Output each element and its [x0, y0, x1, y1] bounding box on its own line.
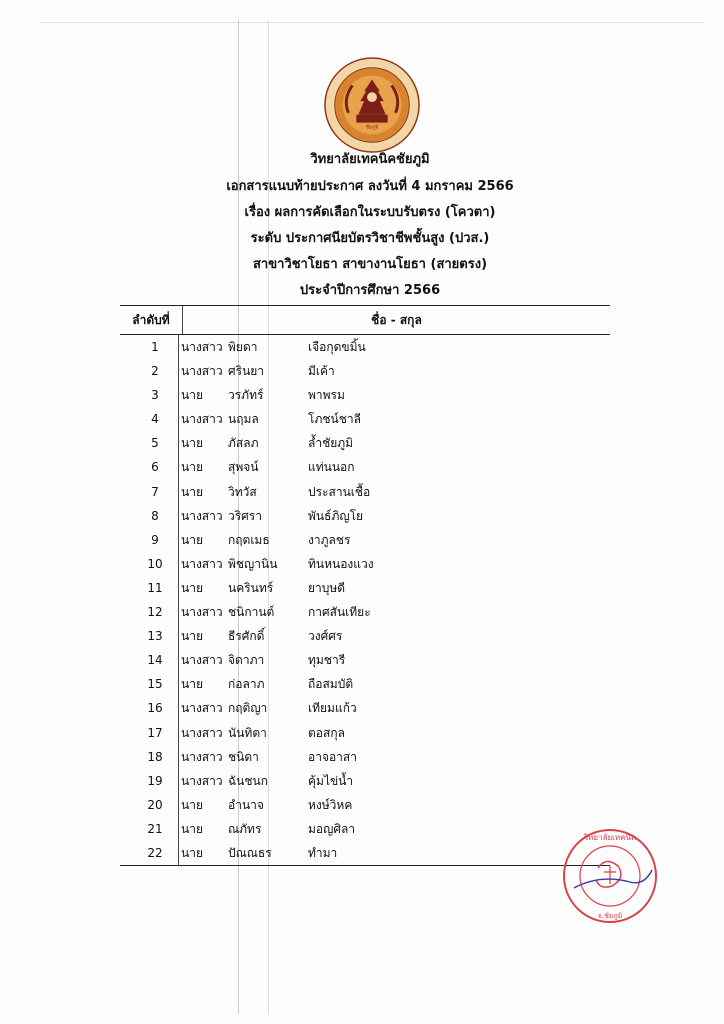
name-title: นาย	[178, 672, 241, 696]
last-name: ถือสมบัติ	[308, 677, 354, 692]
first-name: อำนาจ	[228, 797, 264, 812]
last-name: พันธ์ภิญโย	[308, 508, 364, 523]
name-title: นาย	[178, 624, 241, 648]
last-name: พาพรม	[308, 388, 345, 403]
row-number: 3	[151, 388, 159, 403]
row-number: 22	[147, 845, 163, 860]
name-title: นางสาว	[178, 504, 241, 528]
row-number: 6	[151, 460, 159, 475]
first-name: นครินทร์	[228, 580, 274, 595]
row-number: 21	[147, 821, 163, 836]
first-name: ชนิกานต์	[228, 605, 275, 620]
row-number: 16	[147, 701, 163, 716]
first-name: ธีรศักดิ์	[228, 629, 265, 644]
name-title: นาย	[178, 841, 241, 865]
table-row	[120, 721, 610, 745]
last-name: ทุมชารี	[308, 653, 346, 668]
first-name: พิชญานิน	[228, 556, 278, 571]
name-title: นางสาว	[178, 721, 241, 745]
last-name: เทียมแก้ว	[308, 701, 357, 716]
first-name: กฤตเมธ	[228, 532, 270, 547]
first-name: วิทวัส	[228, 484, 257, 499]
first-name: วรภัทร์	[228, 388, 264, 403]
table-row	[120, 793, 610, 817]
row-number: 15	[147, 677, 163, 692]
last-name: งาภูลชร	[308, 532, 351, 547]
row-number: 19	[147, 773, 163, 788]
name-title: นางสาว	[178, 407, 241, 431]
last-name: ทำมา	[308, 845, 338, 860]
last-name: มีเค้า	[308, 364, 335, 379]
first-name: จิดาภา	[228, 653, 265, 668]
first-name: ศรินยา	[228, 364, 265, 379]
table-row	[120, 407, 610, 431]
name-title: นางสาว	[178, 359, 241, 383]
name-title: นางสาว	[178, 648, 241, 672]
row-number: 5	[151, 436, 159, 451]
last-name: เจือกุดขมิ้น	[308, 340, 366, 354]
table-row	[120, 552, 610, 576]
scan-artifact-line	[40, 22, 704, 23]
table-bottom-rule	[120, 865, 610, 866]
first-name: ฉันชนก	[228, 773, 268, 788]
table-row	[120, 672, 610, 696]
name-title: นางสาว	[178, 600, 241, 624]
last-name: ประสานเชื้อ	[308, 484, 371, 499]
row-number: 13	[147, 629, 163, 644]
table-row	[120, 576, 610, 600]
row-number: 9	[151, 532, 159, 547]
academic-year-line: ประจำปีการศึกษา 2566	[299, 283, 441, 298]
name-title: นาย	[178, 383, 241, 407]
last-name: ทินหนองแวง	[308, 556, 374, 571]
table-row	[120, 648, 610, 672]
first-name: ชนิดา	[228, 749, 259, 764]
row-number: 12	[147, 605, 163, 620]
table-row	[120, 455, 610, 479]
row-number: 14	[147, 653, 163, 668]
last-name: ตอสกุล	[308, 725, 345, 740]
table-row	[120, 480, 610, 504]
first-name: ปัณณธร	[228, 845, 272, 860]
row-number: 8	[151, 508, 159, 523]
first-name: วริศรา	[228, 508, 262, 523]
last-name: คุ้มไข่น้ำ	[308, 773, 354, 788]
row-number: 4	[151, 412, 159, 427]
table-row	[120, 696, 610, 720]
college-name: วิทยาลัยเทคนิคชัยภูมิ	[310, 152, 430, 167]
table-header	[120, 305, 610, 335]
last-name: ยาบุษดี	[308, 580, 346, 595]
first-name: ณภัทร	[228, 821, 262, 836]
name-title: นาย	[178, 431, 241, 455]
table-row	[120, 817, 610, 841]
svg-text:วิทยาลัยเทคนิค: วิทยาลัยเทคนิค	[583, 833, 637, 842]
row-number: 20	[147, 797, 163, 812]
name-title: นาย	[178, 576, 241, 600]
column-header-name: ชื่อ - สกุล	[182, 306, 610, 334]
official-stamp-icon	[560, 826, 660, 926]
last-name: หงษ์วิหค	[308, 797, 353, 812]
column-header-number: ลำดับที่	[132, 313, 170, 327]
row-number: 1	[151, 340, 159, 354]
name-title: นางสาว	[178, 696, 241, 720]
row-number: 11	[147, 580, 163, 595]
first-name: นันทิตา	[228, 725, 267, 740]
name-title: นางสาว	[178, 769, 241, 793]
name-title: นางสาว	[178, 552, 241, 576]
table-body	[120, 335, 610, 865]
table-row	[120, 745, 610, 769]
last-name: กาศสันเทียะ	[308, 605, 371, 620]
college-seal-icon	[323, 56, 421, 154]
last-name: โภชน์ชาลี	[308, 412, 361, 427]
name-title: นาย	[178, 528, 241, 552]
first-name: กฤติญา	[228, 701, 268, 716]
table-row	[120, 528, 610, 552]
table-row	[120, 335, 610, 359]
table-row	[120, 769, 610, 793]
svg-text:จ.ชัยภูมิ: จ.ชัยภูมิ	[597, 912, 623, 920]
first-name: สุพจน์	[228, 460, 259, 475]
name-title: นางสาว	[178, 335, 241, 359]
table-row	[120, 359, 610, 383]
row-number: 10	[147, 556, 163, 571]
subject-line: เรื่อง ผลการคัดเลือกในระบบรับตรง (โควตา)	[244, 205, 496, 220]
last-name: มอญศิลา	[308, 821, 356, 836]
table-row	[120, 383, 610, 407]
last-name: ล้ำชัยภูมิ	[308, 436, 354, 451]
last-name: วงศ์ศร	[308, 629, 343, 644]
first-name: ภัสลภ	[228, 436, 259, 451]
name-title: นาย	[178, 455, 241, 479]
row-number: 18	[147, 749, 163, 764]
program-line: สาขาวิชาโยธา สาขางานโยธา (สายตรง)	[252, 257, 488, 272]
table-row	[120, 624, 610, 648]
last-name: แท่นนอก	[308, 460, 355, 475]
table-row	[120, 504, 610, 528]
name-title: นางสาว	[178, 745, 241, 769]
first-name: นฤมล	[228, 412, 259, 427]
row-number: 2	[151, 364, 159, 379]
row-number: 17	[147, 725, 163, 740]
first-name: ก่อลาภ	[228, 677, 265, 692]
table-row	[120, 841, 610, 865]
attachment-line: เอกสารแนบท้ายประกาศ ลงวันที่ 4 มกราคม 2566	[226, 179, 514, 194]
name-title: นาย	[178, 817, 241, 841]
level-line: ระดับ ประกาศนียบัตรวิชาชีพชั้นสูง (ปวส.)	[250, 231, 490, 246]
last-name: อาจอาสา	[308, 749, 357, 764]
name-title: นาย	[178, 793, 241, 817]
table-row	[120, 600, 610, 624]
row-number: 7	[151, 484, 159, 499]
results-table	[120, 305, 610, 865]
table-row	[120, 431, 610, 455]
svg-text:ชัยภูมิ: ชัยภูมิ	[365, 124, 379, 131]
name-title: นาย	[178, 480, 241, 504]
first-name: พิยดา	[228, 340, 258, 354]
